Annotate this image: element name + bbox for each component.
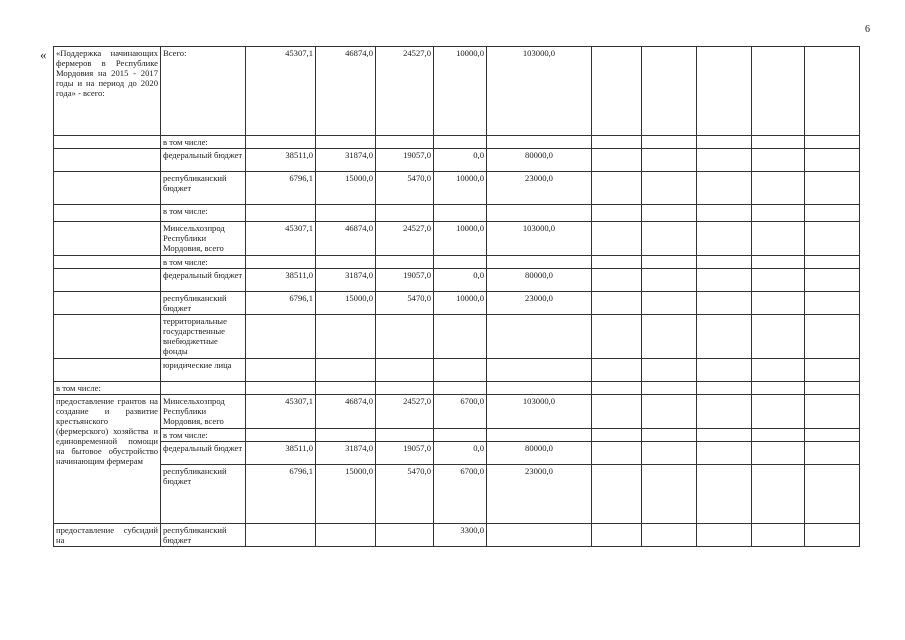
empty-cell bbox=[805, 222, 860, 256]
empty-cell bbox=[592, 442, 642, 465]
empty-cell bbox=[697, 465, 752, 524]
value-2016-cell bbox=[316, 382, 376, 395]
value-2016-cell: 46874,0 bbox=[316, 222, 376, 256]
empty-cell bbox=[805, 292, 860, 315]
value-2017-cell: 5470,0 bbox=[376, 465, 434, 524]
empty-cell bbox=[592, 359, 642, 382]
value-2016-cell: 31874,0 bbox=[316, 442, 376, 465]
empty-cell bbox=[752, 47, 805, 136]
value-total-cell bbox=[487, 205, 592, 222]
table-row bbox=[54, 382, 860, 395]
page-number: 6 bbox=[865, 24, 870, 35]
empty-cell bbox=[592, 395, 642, 429]
empty-cell bbox=[592, 149, 642, 172]
table-row bbox=[54, 429, 860, 442]
empty-cell bbox=[697, 222, 752, 256]
funding-source-cell: территориальные государственные внебюджетные фонды bbox=[161, 315, 246, 359]
value-2017-cell bbox=[376, 429, 434, 442]
opening-quote-mark: « bbox=[40, 47, 47, 62]
table-row bbox=[54, 292, 860, 315]
empty-cell bbox=[642, 172, 697, 205]
value-total-cell: 80000,0 bbox=[487, 149, 592, 172]
funding-source-cell: Минсельхозпрод Республики Мордовия, всего bbox=[161, 222, 246, 256]
empty-cell bbox=[592, 315, 642, 359]
empty-cell bbox=[697, 269, 752, 292]
value-2017-cell: 19057,0 bbox=[376, 149, 434, 172]
empty-cell bbox=[697, 442, 752, 465]
value-total-cell bbox=[487, 256, 592, 269]
funding-source-cell: федеральный бюджет bbox=[161, 269, 246, 292]
value-total-cell bbox=[487, 136, 592, 149]
empty-cell bbox=[752, 315, 805, 359]
value-total-cell: 23000,0 bbox=[487, 465, 592, 524]
empty-cell bbox=[642, 395, 697, 429]
measure-name-cell bbox=[54, 256, 161, 269]
measure-name-cell: предоставление грантов на создание и развитие крестьянского (фермерского) хозяйства и единовременной помощи на бытовое обустройство начинающим фермерам bbox=[54, 395, 161, 524]
value-2018-cell: 6700,0 bbox=[434, 465, 487, 524]
value-2017-cell: 5470,0 bbox=[376, 292, 434, 315]
measure-name-cell: в том числе: bbox=[54, 382, 161, 395]
value-total-cell bbox=[487, 315, 592, 359]
empty-cell bbox=[697, 359, 752, 382]
value-2015-cell bbox=[246, 524, 316, 547]
value-2015-cell bbox=[246, 136, 316, 149]
empty-cell bbox=[805, 524, 860, 547]
measure-name-cell: предоставление субсидий на bbox=[54, 524, 161, 547]
value-total-cell bbox=[487, 524, 592, 547]
value-2015-cell: 6796,1 bbox=[246, 465, 316, 524]
value-2017-cell bbox=[376, 524, 434, 547]
value-2018-cell: 0,0 bbox=[434, 269, 487, 292]
value-total-cell: 103000,0 bbox=[487, 222, 592, 256]
value-total-cell: 80000,0 bbox=[487, 442, 592, 465]
table-row bbox=[54, 465, 860, 524]
funding-source-cell: федеральный бюджет bbox=[161, 149, 246, 172]
value-total-cell: 103000,0 bbox=[487, 395, 592, 429]
empty-cell bbox=[642, 465, 697, 524]
empty-cell bbox=[592, 465, 642, 524]
empty-cell bbox=[752, 172, 805, 205]
empty-cell bbox=[642, 382, 697, 395]
value-2016-cell bbox=[316, 136, 376, 149]
value-2015-cell bbox=[246, 382, 316, 395]
empty-cell bbox=[805, 382, 860, 395]
funding-source-cell: Минсельхозпрод Республики Мордовия, всего bbox=[161, 395, 246, 429]
empty-cell bbox=[697, 524, 752, 547]
funding-source-cell: республиканский бюджет bbox=[161, 292, 246, 315]
table-row bbox=[54, 256, 860, 269]
funding-source-cell: федеральный бюджет bbox=[161, 442, 246, 465]
measure-name-cell bbox=[54, 222, 161, 256]
measure-name-cell bbox=[54, 136, 161, 149]
funding-source-cell: республиканский бюджет bbox=[161, 465, 246, 524]
empty-cell bbox=[642, 292, 697, 315]
value-2015-cell: 45307,1 bbox=[246, 47, 316, 136]
value-2018-cell bbox=[434, 359, 487, 382]
value-total-cell: 103000,0 bbox=[487, 47, 592, 136]
empty-cell bbox=[805, 465, 860, 524]
empty-cell bbox=[805, 149, 860, 172]
value-2016-cell bbox=[316, 524, 376, 547]
empty-cell bbox=[805, 315, 860, 359]
table-row bbox=[54, 269, 860, 292]
table-row bbox=[54, 149, 860, 172]
empty-cell bbox=[805, 172, 860, 205]
value-2015-cell: 6796,1 bbox=[246, 172, 316, 205]
empty-cell bbox=[592, 429, 642, 442]
measure-name-cell bbox=[54, 205, 161, 222]
empty-cell bbox=[697, 149, 752, 172]
value-2016-cell: 15000,0 bbox=[316, 465, 376, 524]
empty-cell bbox=[752, 465, 805, 524]
empty-cell bbox=[805, 269, 860, 292]
empty-cell bbox=[642, 149, 697, 172]
empty-cell bbox=[752, 359, 805, 382]
empty-cell bbox=[642, 205, 697, 222]
value-2016-cell: 15000,0 bbox=[316, 292, 376, 315]
empty-cell bbox=[752, 442, 805, 465]
empty-cell bbox=[642, 442, 697, 465]
empty-cell bbox=[697, 395, 752, 429]
empty-cell bbox=[805, 429, 860, 442]
value-total-cell bbox=[487, 429, 592, 442]
value-total-cell bbox=[487, 382, 592, 395]
table-row bbox=[54, 222, 860, 256]
empty-cell bbox=[752, 205, 805, 222]
value-2018-cell bbox=[434, 429, 487, 442]
empty-cell bbox=[592, 47, 642, 136]
value-2016-cell bbox=[316, 429, 376, 442]
table-row bbox=[54, 359, 860, 382]
value-2018-cell: 10000,0 bbox=[434, 47, 487, 136]
value-2018-cell: 10000,0 bbox=[434, 172, 487, 205]
value-total-cell: 23000,0 bbox=[487, 172, 592, 205]
empty-cell bbox=[642, 136, 697, 149]
value-2018-cell: 10000,0 bbox=[434, 222, 487, 256]
empty-cell bbox=[697, 429, 752, 442]
value-2018-cell bbox=[434, 315, 487, 359]
empty-cell bbox=[642, 269, 697, 292]
value-2015-cell: 6796,1 bbox=[246, 292, 316, 315]
value-2016-cell: 31874,0 bbox=[316, 269, 376, 292]
value-2018-cell: 3300,0 bbox=[434, 524, 487, 547]
table-row bbox=[54, 395, 860, 429]
funding-source-cell: в том числе: bbox=[161, 136, 246, 149]
table-row bbox=[54, 47, 860, 136]
value-2017-cell bbox=[376, 382, 434, 395]
value-2018-cell: 0,0 bbox=[434, 149, 487, 172]
value-2015-cell bbox=[246, 429, 316, 442]
empty-cell bbox=[752, 222, 805, 256]
value-2017-cell bbox=[376, 205, 434, 222]
funding-source-cell: республиканский бюджет bbox=[161, 524, 246, 547]
value-2018-cell bbox=[434, 205, 487, 222]
empty-cell bbox=[805, 205, 860, 222]
value-2017-cell: 19057,0 bbox=[376, 269, 434, 292]
value-2015-cell: 38511,0 bbox=[246, 269, 316, 292]
empty-cell bbox=[697, 382, 752, 395]
empty-cell bbox=[805, 442, 860, 465]
funding-source-cell: республиканский бюджет bbox=[161, 172, 246, 205]
empty-cell bbox=[805, 256, 860, 269]
value-2016-cell bbox=[316, 205, 376, 222]
value-2016-cell bbox=[316, 315, 376, 359]
value-2016-cell bbox=[316, 256, 376, 269]
empty-cell bbox=[805, 136, 860, 149]
empty-cell bbox=[752, 429, 805, 442]
empty-cell bbox=[805, 359, 860, 382]
table-row bbox=[54, 442, 860, 465]
empty-cell bbox=[752, 136, 805, 149]
value-2017-cell bbox=[376, 256, 434, 269]
value-2018-cell: 10000,0 bbox=[434, 292, 487, 315]
empty-cell bbox=[805, 395, 860, 429]
value-2018-cell bbox=[434, 256, 487, 269]
table-row bbox=[54, 172, 860, 205]
table-row bbox=[54, 315, 860, 359]
funding-source-cell: в том числе: bbox=[161, 205, 246, 222]
empty-cell bbox=[752, 524, 805, 547]
value-2016-cell: 46874,0 bbox=[316, 47, 376, 136]
empty-cell bbox=[642, 315, 697, 359]
value-2015-cell: 45307,1 bbox=[246, 395, 316, 429]
value-2018-cell: 6700,0 bbox=[434, 395, 487, 429]
funding-source-cell: Всего: bbox=[161, 47, 246, 136]
value-2015-cell: 38511,0 bbox=[246, 149, 316, 172]
funding-source-cell: в том числе: bbox=[161, 429, 246, 442]
empty-cell bbox=[697, 292, 752, 315]
empty-cell bbox=[752, 269, 805, 292]
value-2017-cell: 24527,0 bbox=[376, 222, 434, 256]
value-2018-cell bbox=[434, 136, 487, 149]
empty-cell bbox=[592, 172, 642, 205]
empty-cell bbox=[642, 524, 697, 547]
value-2017-cell bbox=[376, 315, 434, 359]
value-2015-cell bbox=[246, 256, 316, 269]
empty-cell bbox=[697, 136, 752, 149]
value-2017-cell: 24527,0 bbox=[376, 47, 434, 136]
funding-source-cell: в том числе: bbox=[161, 256, 246, 269]
value-2016-cell: 15000,0 bbox=[316, 172, 376, 205]
empty-cell bbox=[642, 429, 697, 442]
empty-cell bbox=[592, 382, 642, 395]
value-2018-cell: 0,0 bbox=[434, 442, 487, 465]
value-2015-cell bbox=[246, 205, 316, 222]
table-row bbox=[54, 524, 860, 547]
funding-source-cell: юридические лица bbox=[161, 359, 246, 382]
budget-table bbox=[53, 46, 860, 547]
empty-cell bbox=[642, 222, 697, 256]
empty-cell bbox=[697, 172, 752, 205]
empty-cell bbox=[805, 47, 860, 136]
empty-cell bbox=[592, 222, 642, 256]
value-2016-cell: 46874,0 bbox=[316, 395, 376, 429]
value-2015-cell: 38511,0 bbox=[246, 442, 316, 465]
measure-name-cell bbox=[54, 172, 161, 205]
empty-cell bbox=[752, 382, 805, 395]
empty-cell bbox=[752, 256, 805, 269]
value-total-cell bbox=[487, 359, 592, 382]
empty-cell bbox=[642, 47, 697, 136]
empty-cell bbox=[752, 395, 805, 429]
empty-cell bbox=[642, 256, 697, 269]
measure-name-cell: «Поддержка начинающих фермеров в Республике Мордовия на 2015 - 2017 годы и на период до 2020 года» - всего: bbox=[54, 47, 161, 136]
value-2017-cell: 24527,0 bbox=[376, 395, 434, 429]
measure-name-cell bbox=[54, 359, 161, 382]
value-2015-cell bbox=[246, 359, 316, 382]
value-total-cell: 23000,0 bbox=[487, 292, 592, 315]
value-2017-cell bbox=[376, 359, 434, 382]
empty-cell bbox=[592, 524, 642, 547]
value-2017-cell: 19057,0 bbox=[376, 442, 434, 465]
measure-name-cell bbox=[54, 269, 161, 292]
measure-name-cell bbox=[54, 315, 161, 359]
empty-cell bbox=[592, 205, 642, 222]
value-2018-cell bbox=[434, 382, 487, 395]
empty-cell bbox=[752, 149, 805, 172]
value-2016-cell: 31874,0 bbox=[316, 149, 376, 172]
value-2016-cell bbox=[316, 359, 376, 382]
empty-cell bbox=[592, 292, 642, 315]
value-total-cell: 80000,0 bbox=[487, 269, 592, 292]
value-2015-cell: 45307,1 bbox=[246, 222, 316, 256]
empty-cell bbox=[697, 315, 752, 359]
empty-cell bbox=[642, 359, 697, 382]
value-2015-cell bbox=[246, 315, 316, 359]
measure-name-cell bbox=[54, 149, 161, 172]
funding-source-cell bbox=[161, 382, 246, 395]
empty-cell bbox=[592, 136, 642, 149]
empty-cell bbox=[592, 256, 642, 269]
table-row bbox=[54, 205, 860, 222]
table-row bbox=[54, 136, 860, 149]
empty-cell bbox=[697, 256, 752, 269]
value-2017-cell: 5470,0 bbox=[376, 172, 434, 205]
value-2017-cell bbox=[376, 136, 434, 149]
empty-cell bbox=[592, 269, 642, 292]
measure-name-cell bbox=[54, 292, 161, 315]
empty-cell bbox=[752, 292, 805, 315]
empty-cell bbox=[697, 47, 752, 136]
empty-cell bbox=[697, 205, 752, 222]
